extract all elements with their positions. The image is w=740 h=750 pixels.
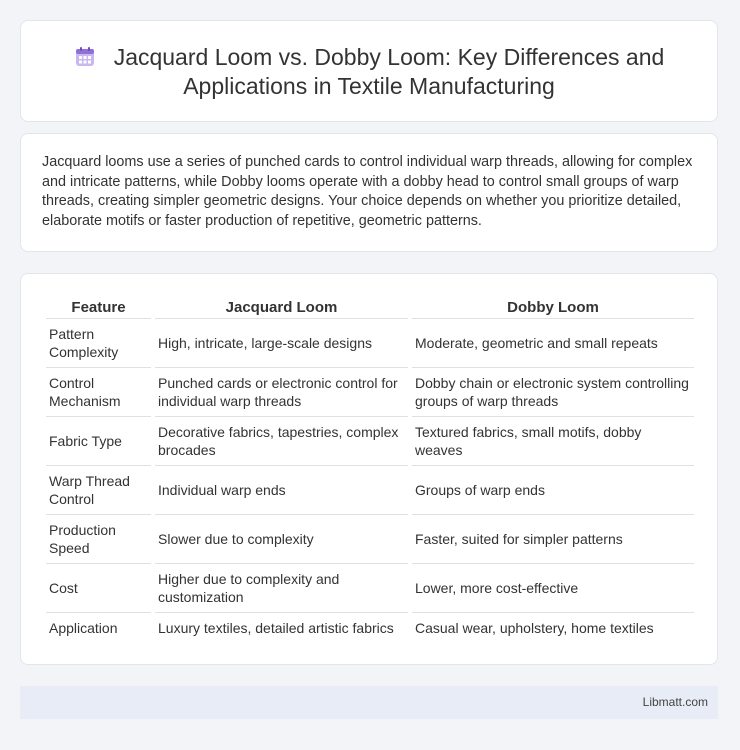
dobby-cell: Groups of warp ends — [412, 466, 694, 515]
dobby-cell: Lower, more cost-effective — [412, 564, 694, 613]
jacquard-cell: Higher due to complexity and customization — [155, 564, 408, 613]
summary-card — [20, 133, 718, 252]
feature-cell: Production Speed — [46, 515, 151, 564]
page-title-wrap — [21, 43, 717, 101]
summary-text: Jacquard looms use a series of punched cards to control individual warp threads, allowing for complex and intricate patterns, while Dobby looms operate with a dobby head to control small groups of warp threads, creating simpler geometric designs. Your choice depends on whether you prioritize detailed, elaborate motifs or faster production of repetitive, geometric patterns. — [42, 154, 693, 229]
page-title: Jacquard Loom vs. Dobby Loom: Key Differences and Applications in Textile Manufacturing — [113, 44, 665, 99]
jacquard-cell: Individual warp ends — [155, 466, 408, 515]
dobby-cell: Casual wear, upholstery, home textiles — [415, 620, 654, 636]
footer — [20, 686, 718, 719]
table-row — [46, 515, 694, 564]
feature-cell: Control Mechanism — [46, 368, 151, 417]
jacquard-cell: High, intricate, large-scale designs — [155, 319, 408, 368]
feature-cell: Application — [49, 620, 118, 636]
table-row — [46, 564, 694, 613]
header-feature: Feature — [46, 296, 151, 319]
jacquard-cell: Luxury textiles, detailed artistic fabrics — [158, 620, 394, 636]
feature-cell: Fabric Type — [46, 417, 151, 466]
footer-brand-link[interactable]: Libmatt.com — [642, 695, 708, 709]
title-card — [20, 20, 718, 122]
comparison-table — [42, 296, 698, 643]
dobby-cell: Dobby chain or electronic system controlling groups of warp threads — [412, 368, 694, 417]
header-jacquard-loom: Jacquard Loom — [155, 296, 408, 319]
dobby-cell: Faster, suited for simpler patterns — [412, 515, 694, 564]
table-row — [46, 368, 694, 417]
jacquard-cell: Decorative fabrics, tapestries, complex brocades — [155, 417, 408, 466]
comparison-card — [20, 273, 718, 665]
table-row — [46, 613, 694, 643]
table-header-row — [46, 296, 694, 319]
feature-cell: Pattern Complexity — [46, 319, 151, 368]
dobby-cell: Textured fabrics, small motifs, dobby weaves — [412, 417, 694, 466]
feature-cell: Warp Thread Control — [46, 466, 151, 515]
header-dobby-loom: Dobby Loom — [412, 296, 694, 319]
table-row — [46, 417, 694, 466]
jacquard-cell: Punched cards or electronic control for individual warp threads — [155, 368, 408, 417]
dobby-cell: Moderate, geometric and small repeats — [412, 319, 694, 368]
calendar-icon — [74, 46, 96, 68]
table-row — [46, 319, 694, 368]
jacquard-cell: Slower due to complexity — [155, 515, 408, 564]
feature-cell: Cost — [46, 564, 151, 613]
table-row — [46, 466, 694, 515]
